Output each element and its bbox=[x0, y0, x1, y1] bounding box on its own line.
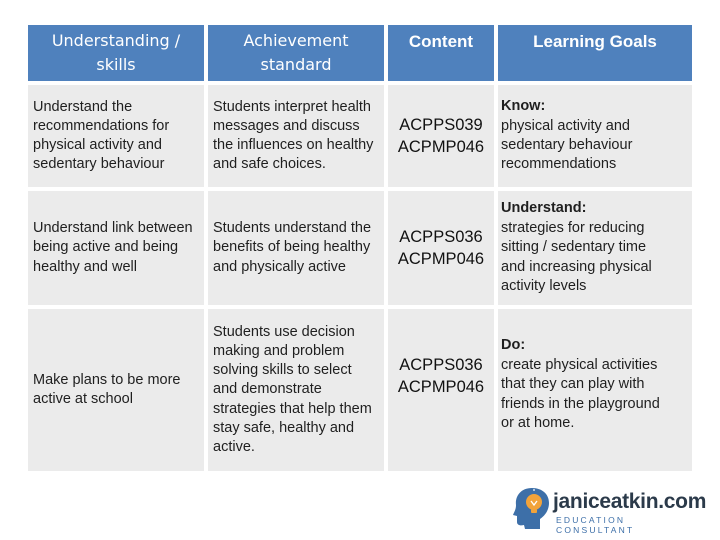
janiceatkin-logo bbox=[512, 486, 707, 535]
row-3-skill-cell bbox=[28, 309, 204, 471]
row-3-standard-cell bbox=[208, 309, 384, 471]
goal-text: create physical activities that they can play with friends in the playground or at home. bbox=[501, 356, 660, 432]
goal-keyword: Understand: bbox=[501, 200, 587, 217]
row-2-standard-cell bbox=[208, 191, 384, 305]
header-label: Content bbox=[408, 32, 474, 51]
row-3-content-cell bbox=[388, 309, 494, 471]
header-understanding-skills bbox=[28, 25, 204, 81]
goal-block bbox=[501, 336, 660, 433]
row-2-skill-cell bbox=[28, 191, 204, 305]
row-2-goal-cell bbox=[498, 191, 692, 305]
row-1-goal-cell bbox=[498, 85, 692, 187]
header-learning-goals bbox=[498, 25, 692, 81]
goal-block bbox=[501, 199, 652, 296]
goal-text: physical activity and sedentary behaviour recommendations bbox=[501, 117, 633, 173]
head-lightbulb-icon bbox=[512, 486, 552, 530]
header-label: Achievement standard bbox=[243, 31, 349, 74]
row-1-content-cell bbox=[388, 85, 494, 187]
logo-subtitle: EDUCATION CONSULTANT bbox=[556, 515, 635, 535]
row-1-standard-cell bbox=[208, 85, 384, 187]
header-achievement-standard bbox=[208, 25, 384, 81]
row-1-skill-cell bbox=[28, 85, 204, 187]
goal-keyword: Do: bbox=[501, 337, 526, 354]
row-2-content-cell bbox=[388, 191, 494, 305]
row-3-goal-cell bbox=[498, 309, 692, 471]
skill-text: Understand link between being active and being healthy and well bbox=[33, 220, 193, 275]
content-codes: ACPPS036 ACPMP046 bbox=[397, 228, 485, 268]
standard-text: Students use decision making and problem solving skills to select and demonstrate strategies that help them stay safe, healthy and active. bbox=[213, 323, 372, 455]
content-codes: ACPPS036 ACPMP046 bbox=[397, 356, 485, 396]
goal-keyword: Know: bbox=[501, 98, 546, 115]
standard-text: Students understand the benefits of being healthy and physically active bbox=[213, 220, 372, 275]
header-content bbox=[388, 25, 494, 81]
skill-text: Understand the recommendations for physical activity and sedentary behaviour bbox=[33, 98, 170, 173]
skill-text: Make plans to be more active at school bbox=[33, 371, 181, 407]
goal-text: strategies for reducing sitting / sedentary time and increasing physical activity levels bbox=[501, 219, 652, 295]
logo-name: janiceatkin.com bbox=[553, 490, 707, 513]
standard-text: Students interpret health messages and discuss the influences on healthy and safe choices. bbox=[213, 98, 374, 173]
header-label: Learning Goals bbox=[533, 32, 657, 51]
goal-block bbox=[501, 97, 632, 175]
header-label: Understanding / skills bbox=[51, 31, 181, 74]
content-codes: ACPPS039 ACPMP046 bbox=[397, 116, 485, 156]
